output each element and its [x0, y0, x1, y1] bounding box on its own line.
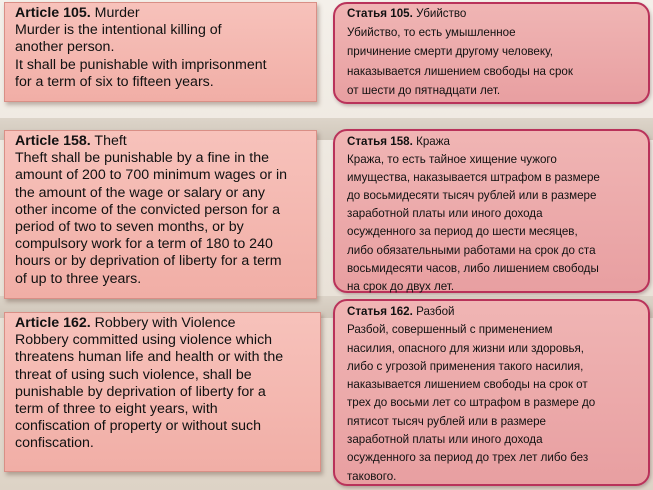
article-158-ru-text-line: Кража, то есть тайное хищение чужого — [347, 153, 557, 167]
article-105-ru-title: Убийство — [416, 7, 467, 20]
article-158-ru-text-line: заработной платы или иного дохода — [347, 207, 543, 221]
article-158-en-text-line: Theft shall be punishable by a fine in the — [15, 150, 269, 167]
article-158-ru-text-line: до восьмидесяти тысяч рублей или в размере — [347, 189, 597, 203]
article-162-ru-text-line: заработной платы или иного дохода — [347, 433, 543, 447]
article-162-ru-text-line: Разбой, совершенный с применением — [347, 323, 553, 337]
article-158-en-text-line: amount of 200 to 700 minimum wages or in — [15, 167, 288, 184]
article-162-en-number: Article 162. — [15, 315, 91, 331]
article-162-ru-text-line: насилия, опасного для жизни или здоровья, — [347, 341, 585, 355]
article-105-ru-text-line: от шести до пятнадцати лет. — [347, 83, 501, 97]
article-162-ru-title: Разбой — [416, 305, 455, 318]
article-105-en-text-line: It shall be punishable with imprisonment — [15, 56, 267, 73]
article-105-ru-number: Статья 105. — [347, 7, 413, 20]
article-162-ru-text-line: такового. — [347, 469, 397, 483]
article-158-en-heading — [15, 133, 306, 150]
article-158-ru-text-line: на срок до двух лет. — [347, 279, 455, 293]
article-105-en-number: Article 105. — [15, 5, 91, 21]
article-158-ru-title: Кража — [416, 135, 450, 148]
article-162-en-text-line: Robbery committed using violence which — [15, 332, 273, 349]
article-162-en-text-line: term of three to eight years, with — [15, 401, 218, 418]
article-162-en-text-line: threatens human life and health or with the — [15, 349, 284, 366]
article-162-en-heading — [15, 315, 310, 332]
article-105-en-heading — [15, 5, 306, 22]
article-158-en-number: Article 158. — [15, 133, 91, 149]
article-105-en-text-line: Murder is the intentional killing of — [15, 22, 222, 39]
article-158-ru-box — [333, 129, 650, 293]
article-162-ru-text-line: осужденного за период до трех лет либо без — [347, 451, 589, 465]
article-105-en-title: Murder — [94, 5, 140, 21]
article-162-en-title: Robbery with Violence — [94, 315, 236, 331]
article-158-ru-number: Статья 158. — [347, 135, 413, 148]
article-162-ru-text-line: либо с угрозой применения такого насилия, — [347, 359, 584, 373]
article-158-ru-text-line: имущества, наказывается штрафом в размере — [347, 171, 600, 185]
article-162-en-box — [4, 312, 321, 472]
article-158-en-text-line: other income of the convicted person for a — [15, 201, 280, 218]
article-162-ru-text-line: пятисот тысяч рублей или в размере — [347, 414, 546, 428]
article-105-ru-text-line: наказывается лишением свободы на срок — [347, 64, 573, 78]
article-158-ru-text-line: осужденного за период до шести месяцев, — [347, 225, 578, 239]
article-105-en-text-line: for a term of six to fifteen years. — [15, 73, 214, 90]
article-162-ru-number: Статья 162. — [347, 305, 413, 318]
article-158-en-text-line: the amount of the wage or salary or any — [15, 184, 265, 201]
article-105-en-text-line: another person. — [15, 39, 115, 56]
article-105-ru-text-line: причинение смерти другому человеку, — [347, 45, 553, 59]
article-105-ru-box — [333, 2, 650, 104]
article-162-ru-heading — [347, 303, 640, 321]
article-162-en-text-line: threat of using such violence, shall be — [15, 366, 252, 383]
article-162-en-text-line: punishable by deprivation of liberty for a — [15, 383, 266, 400]
article-158-en-text-line: compulsory work for a term of 180 to 240 — [15, 236, 273, 253]
article-162-ru-text-line: трех до восьми лет со штрафом в размере до — [347, 396, 596, 410]
article-158-en-text-line: of up to three years. — [15, 270, 142, 287]
article-162-ru-text-line: наказывается лишением свободы на срок от — [347, 378, 588, 392]
article-162-en-text-line: confiscation. — [15, 435, 94, 452]
article-158-ru-heading — [347, 133, 640, 151]
article-158-en-text-line: period of two to seven months, or by — [15, 219, 244, 236]
article-105-ru-text-line: Убийство, то есть умышленное — [347, 26, 516, 40]
article-158-ru-text-line: либо обязательными работами на срок до ста — [347, 243, 596, 257]
article-162-en-text-line: confiscation of property or without such — [15, 418, 262, 435]
article-162-ru-box — [333, 299, 650, 486]
article-105-en-box — [4, 2, 317, 102]
article-158-ru-text-line: восьмидесяти часов, либо лишением свободы — [347, 261, 599, 275]
article-158-en-text-line: hours or by deprivation of liberty for a term — [15, 253, 282, 270]
article-158-en-title: Theft — [94, 133, 127, 149]
article-105-ru-heading — [347, 4, 640, 23]
article-158-en-box — [4, 130, 317, 299]
